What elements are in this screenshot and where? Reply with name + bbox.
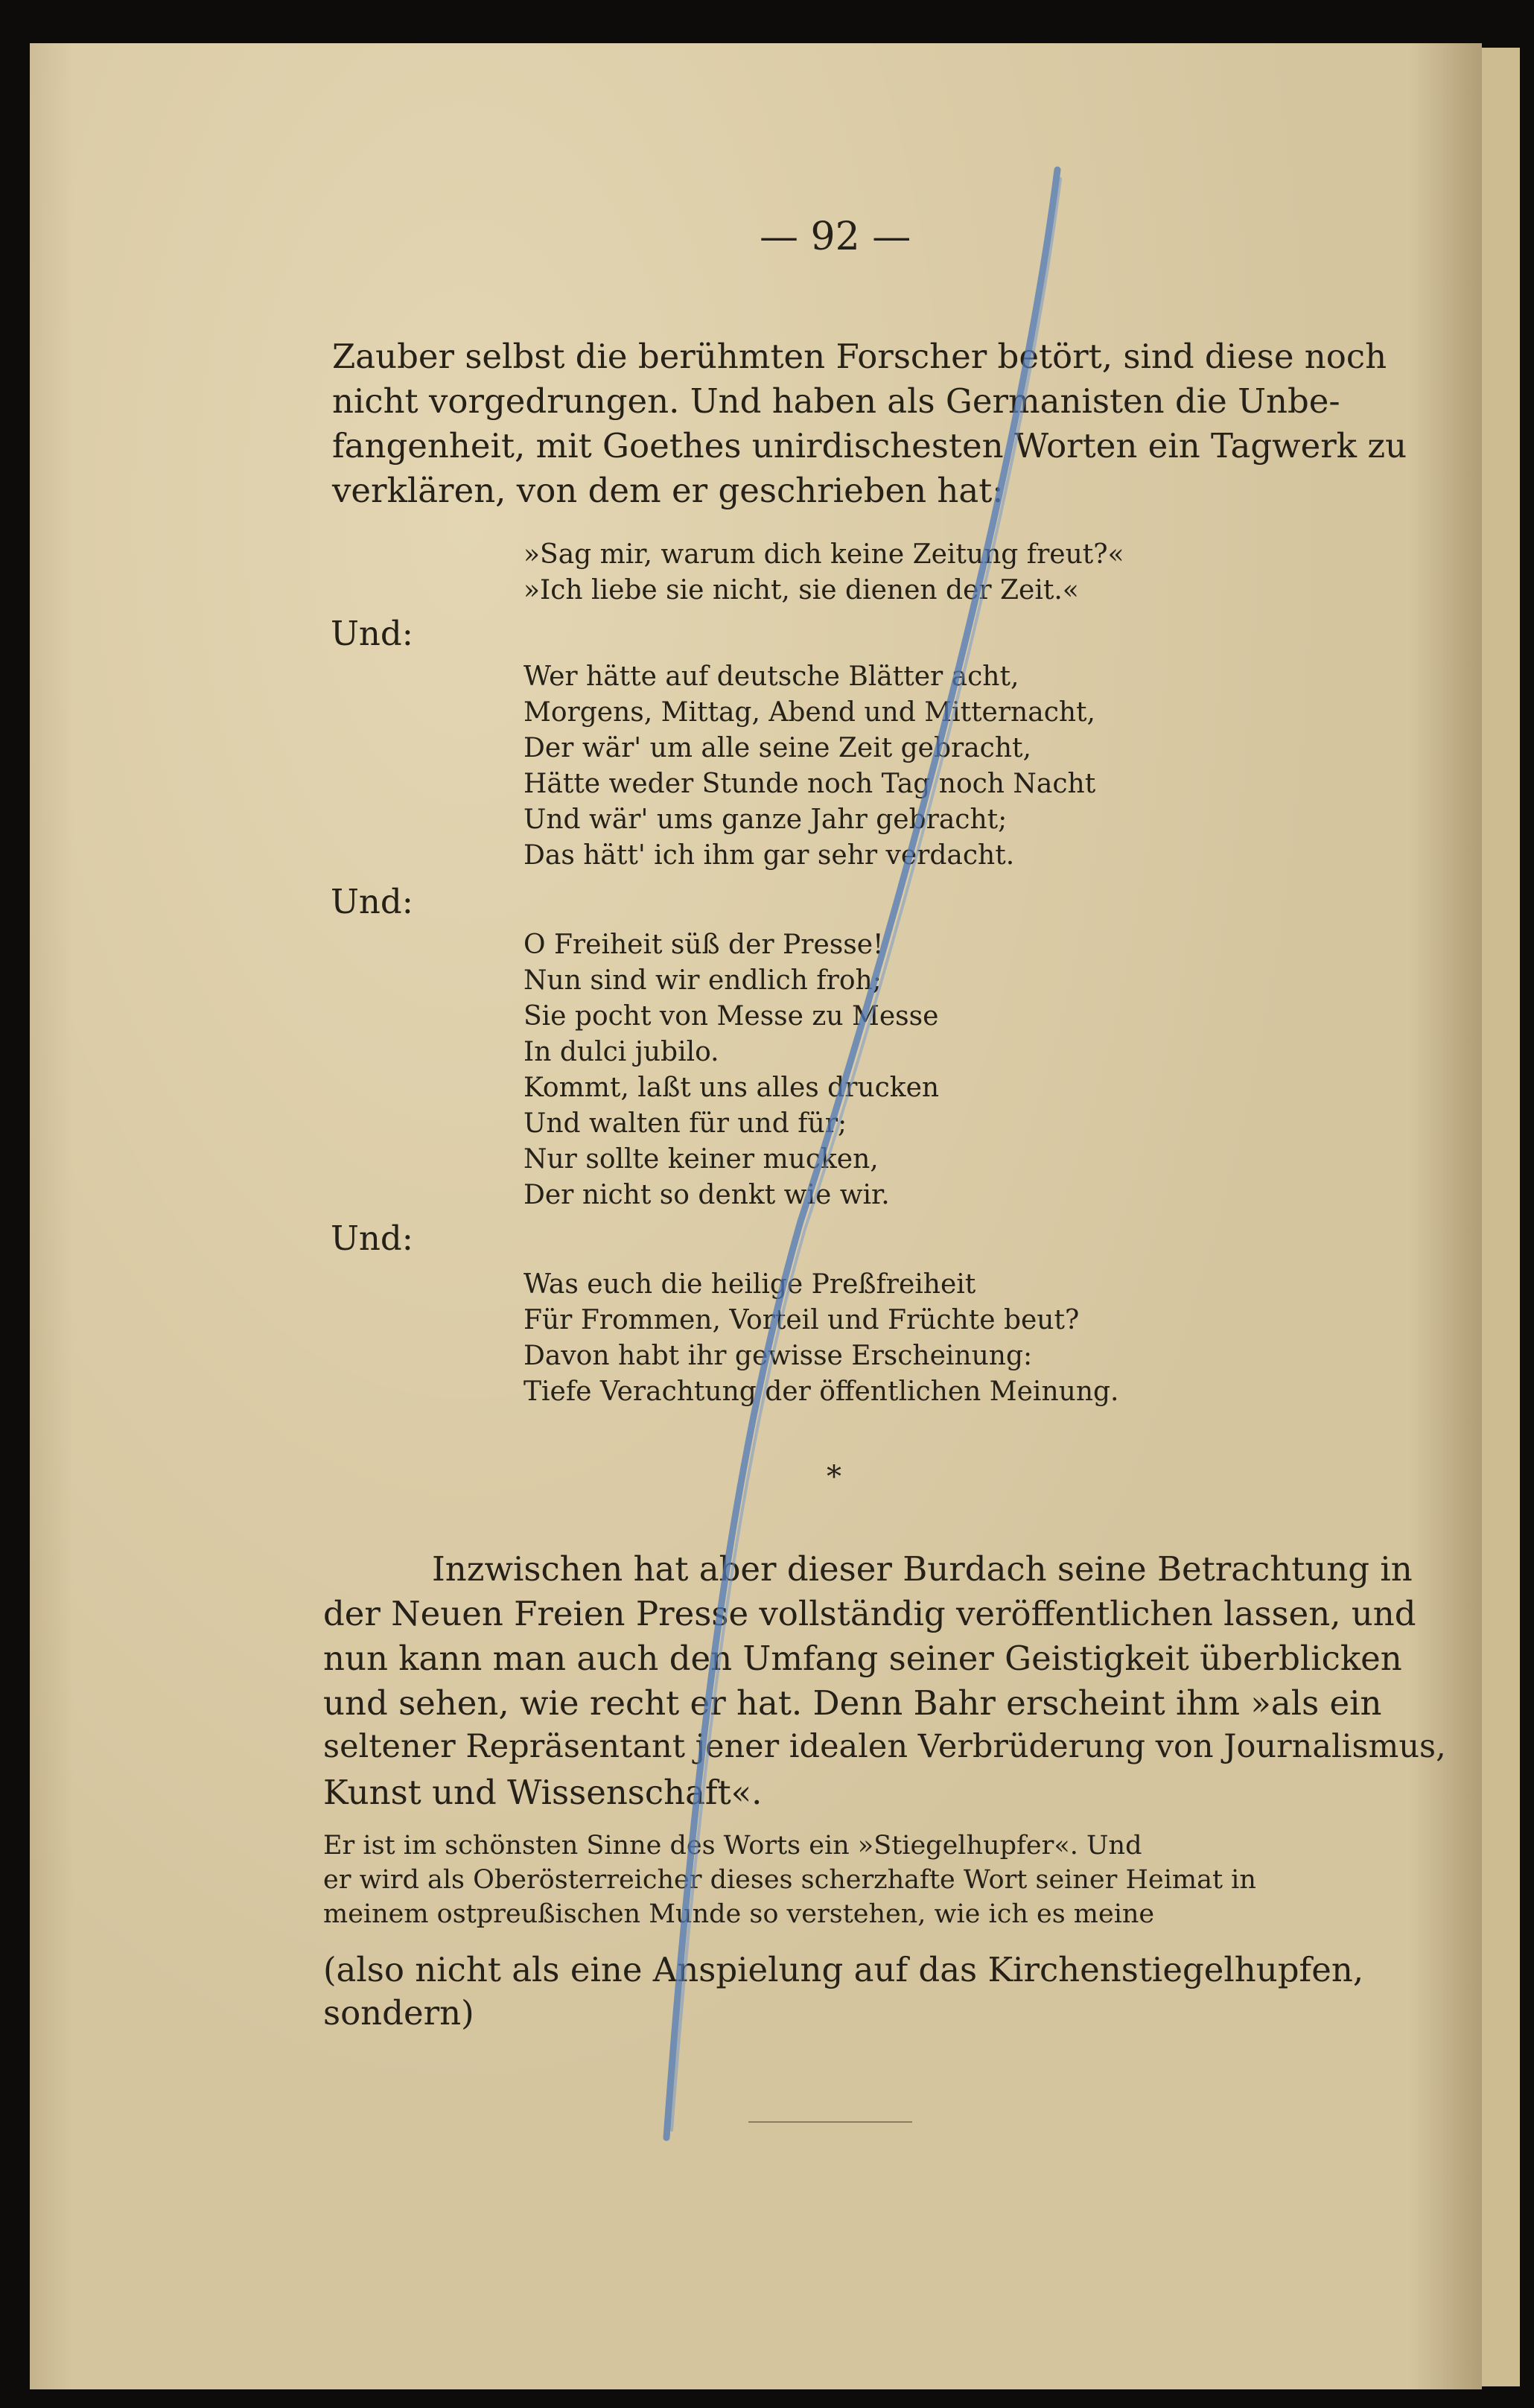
verse2-line-2: Morgens, Mittag, Abend und Mitternacht,: [523, 697, 1095, 728]
quote-line-1: »Sag mir, warum dich keine Zeitung freut?«: [523, 539, 1124, 570]
und-label-2: Und:: [331, 882, 413, 921]
verse4-line-2: Für Frommen, Vorteil und Früchte beut?: [523, 1305, 1080, 1335]
body-line-5: seltener Repräsentant jener idealen Verbrüderung von Journalismus,: [323, 1728, 1446, 1765]
verse3-line-7: Nur sollte keiner mucken,: [523, 1144, 879, 1175]
closing-line-2: sondern): [323, 1993, 474, 2033]
small-line-2: er wird als Oberösterreicher dieses scherzhafte Wort seiner Heimat in: [323, 1865, 1256, 1895]
verse3-line-3: Sie pocht von Messe zu Messe: [523, 1001, 939, 1032]
verse2-line-6: Das hätt' ich ihm gar sehr verdacht.: [523, 840, 1015, 871]
small-line-1: Er ist im schönsten Sinne des Worts ein »Stiegelhupfer«. Und: [323, 1831, 1142, 1861]
closing-line-1: (also nicht als eine Anspielung auf das Kirchenstiegelhupfen,: [323, 1950, 1364, 1989]
page-number: — 92 —: [760, 215, 911, 259]
body-line-6: Kunst und Wissenschaft«.: [323, 1773, 763, 1812]
footer-rule: [748, 2121, 912, 2123]
intro-line-1: Zauber selbst die berühmten Forscher betört, sind diese noch: [332, 337, 1387, 376]
intro-line-3: fangenheit, mit Goethes unirdischesten Worten ein Tagwerk zu: [332, 426, 1407, 466]
intro-line-4: verklären, von dem er geschrieben hat:: [332, 471, 1004, 510]
verse3-line-1: O Freiheit süß der Presse!: [523, 930, 884, 960]
body-line-2: der Neuen Freien Presse vollständig veröffentlichen lassen, und: [323, 1594, 1416, 1633]
und-label-1: Und:: [331, 614, 413, 653]
body-line-1: Inzwischen hat aber dieser Burdach seine Betrachtung in: [432, 1549, 1413, 1589]
verse2-line-5: Und wär' ums ganze Jahr gebracht;: [523, 804, 1008, 835]
body-line-4: und sehen, wie recht er hat. Denn Bahr erscheint ihm »als ein: [323, 1683, 1382, 1723]
section-separator: *: [827, 1460, 841, 1494]
verse3-line-5: Kommt, laßt uns alles drucken: [523, 1073, 940, 1103]
verse3-line-2: Nun sind wir endlich froh;: [523, 965, 882, 996]
intro-line-2: nicht vorgedrungen. Und haben als Germanisten die Unbe-: [332, 381, 1340, 421]
verse4-line-3: Davon habt ihr gewisse Erscheinung:: [523, 1341, 1033, 1371]
verse3-line-6: Und walten für und für;: [523, 1108, 847, 1139]
verse4-line-4: Tiefe Verachtung der öffentlichen Meinung.: [523, 1376, 1119, 1407]
verse2-line-4: Hätte weder Stunde noch Tag noch Nacht: [523, 769, 1096, 799]
verse4-line-1: Was euch die heilige Preßfreiheit: [523, 1269, 976, 1300]
quote-line-2: »Ich liebe sie nicht, sie dienen der Zeit.«: [523, 575, 1079, 606]
small-line-3: meinem ostpreußischen Munde so verstehen, wie ich es meine: [323, 1899, 1155, 1929]
verse3-line-8: Der nicht so denkt wie wir.: [523, 1180, 890, 1210]
und-label-3: Und:: [331, 1219, 413, 1258]
verse2-line-3: Der wär' um alle seine Zeit gebracht,: [523, 733, 1031, 763]
body-line-3: nun kann man auch den Umfang seiner Geistigkeit überblicken: [323, 1639, 1402, 1678]
verse2-line-1: Wer hätte auf deutsche Blätter acht,: [523, 661, 1019, 692]
verse3-line-4: In dulci jubilo.: [523, 1037, 719, 1067]
